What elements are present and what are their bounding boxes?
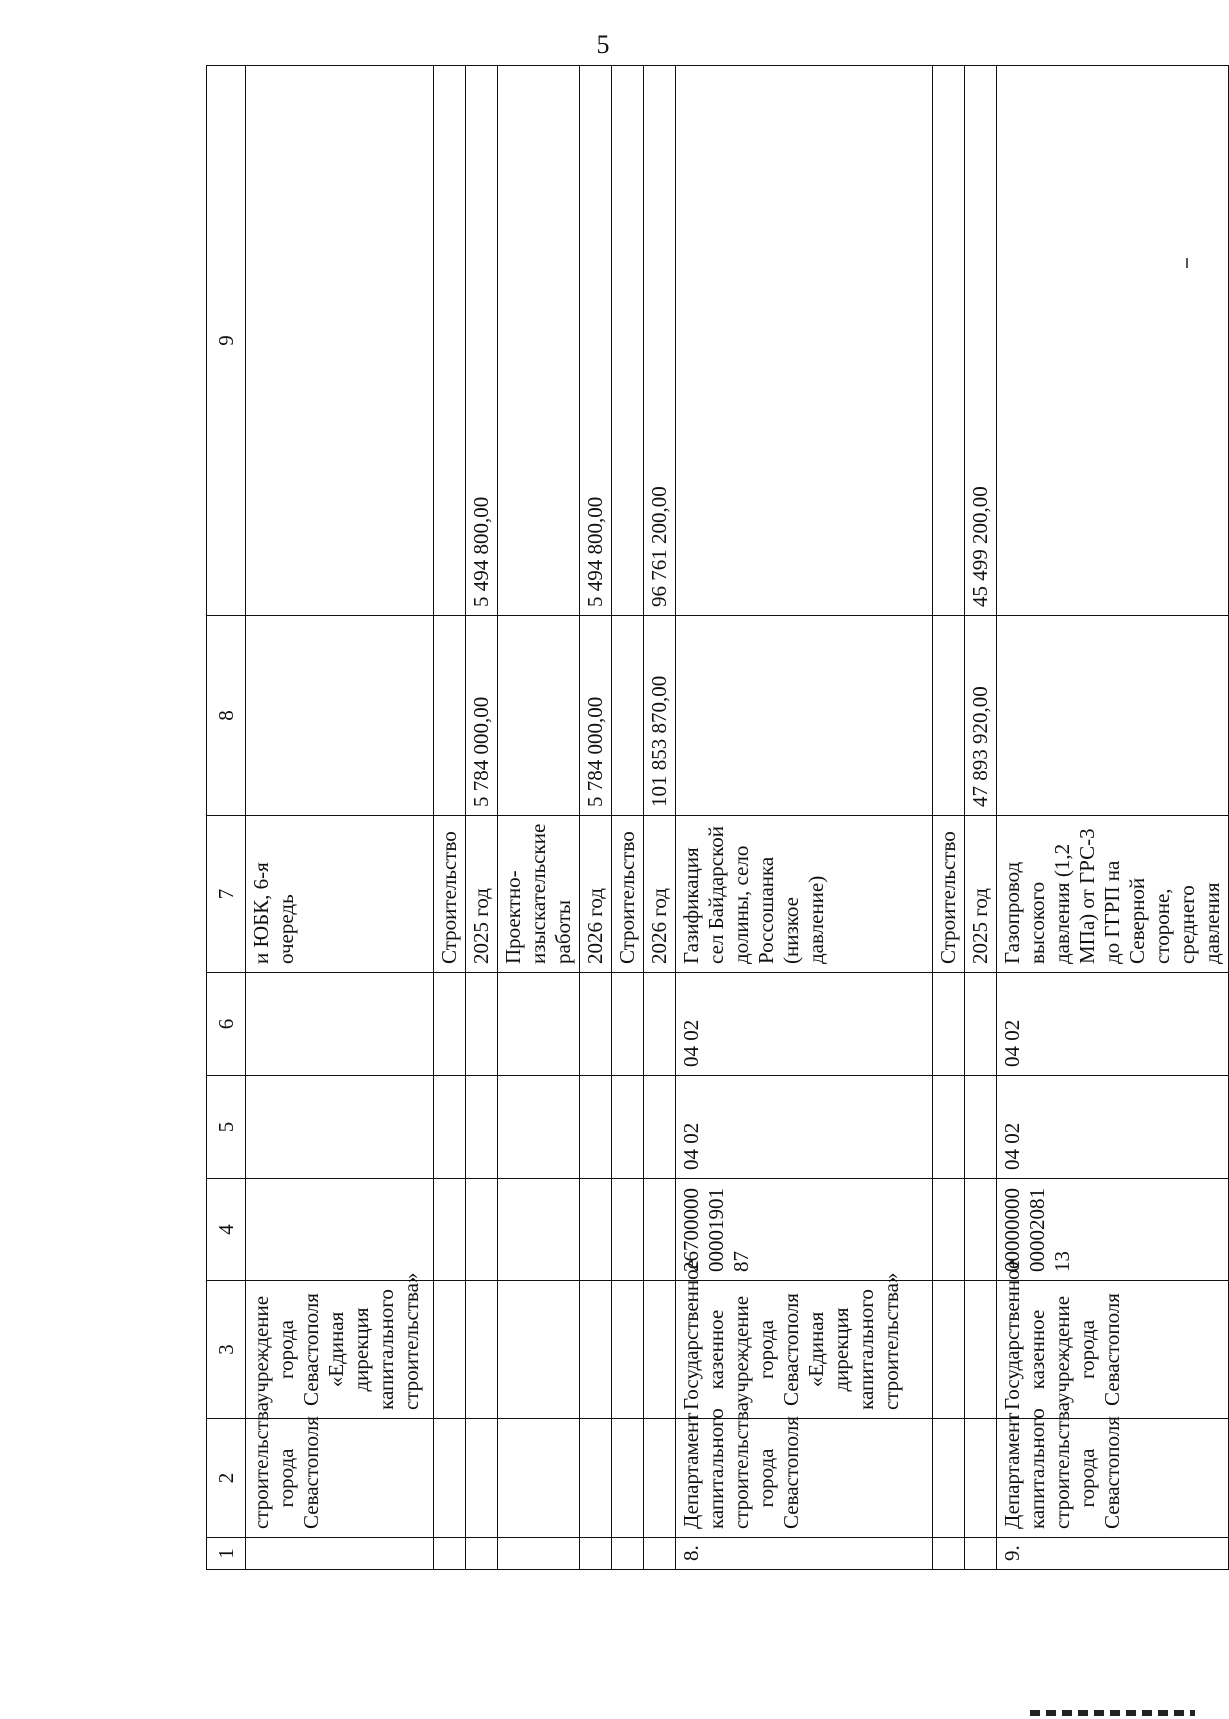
table-cell: 45 499 200,00: [965, 66, 997, 616]
table-cell: [434, 1419, 466, 1538]
table-row: [498, 66, 580, 1570]
header-cell: 1: [207, 1538, 246, 1570]
table-cell: [466, 1538, 498, 1570]
table-cell: [933, 1538, 965, 1570]
table-cell: [933, 1281, 965, 1419]
table-cell: [434, 1179, 466, 1281]
table-cell: [612, 616, 644, 816]
table-cell: [246, 66, 434, 616]
table-cell: [498, 1419, 580, 1538]
table-cell: [965, 973, 997, 1076]
table-row: [965, 66, 997, 1570]
table-row: [676, 66, 933, 1570]
table-row: [997, 66, 1229, 1570]
header-cell: 3: [207, 1281, 246, 1419]
table-cell: 96 761 200,00: [644, 66, 676, 616]
table-cell: [676, 66, 933, 616]
table-cell: [580, 1281, 612, 1419]
table-cell: [434, 973, 466, 1076]
header-cell: 6: [207, 973, 246, 1076]
table-cell: 04 02: [676, 973, 933, 1076]
scan-edge-marks: [1030, 1710, 1195, 1716]
table-cell: [498, 616, 580, 816]
table-cell: [580, 1419, 612, 1538]
table-cell: [933, 616, 965, 816]
header-cell: 4: [207, 1179, 246, 1281]
table-cell: [644, 1538, 676, 1570]
table-cell: 9.: [997, 1538, 1229, 1570]
table-row: [466, 66, 498, 1570]
table-cell: [434, 616, 466, 816]
table-cell: 8.: [676, 1538, 933, 1570]
table-cell: [933, 1076, 965, 1179]
header-cell: 8: [207, 616, 246, 816]
table-cell: Государственное казенное учреждение города Севастополя «Единая дирекция капитального строительства»: [676, 1281, 933, 1419]
table-cell: [466, 1419, 498, 1538]
table-cell: [612, 973, 644, 1076]
table-cell: Газификация сел Байдарской долины, село Россошанка (низкое давление): [676, 816, 933, 973]
header-cell: 5: [207, 1076, 246, 1179]
table-cell: [498, 1538, 580, 1570]
table-cell: 5 494 800,00: [466, 66, 498, 616]
table-cell: Газопровод высокого давления (1,2 МПа) от ГРС-3 до ГГРП на Северной стороне, среднего давления: [997, 816, 1229, 973]
table-cell: [965, 1281, 997, 1419]
table-cell: [644, 973, 676, 1076]
table-cell: 5 784 000,00: [466, 616, 498, 816]
table-cell: [498, 1076, 580, 1179]
table-cell: [246, 1538, 434, 1570]
table-cell: Строительство: [612, 816, 644, 973]
table-cell: [580, 1179, 612, 1281]
header-cell: 9: [207, 66, 246, 616]
table-cell: [965, 1419, 997, 1538]
table-cell: Проектно-изыскательские работы: [498, 816, 580, 973]
table-cell: и ЮБК, 6-я очередь: [246, 816, 434, 973]
table-cell: [997, 616, 1229, 816]
table-cell: [612, 66, 644, 616]
table-row: [246, 66, 434, 1570]
table-cell: [612, 1076, 644, 1179]
budget-table: [206, 65, 1229, 1570]
table-cell: [965, 1538, 997, 1570]
table-cell: [644, 1179, 676, 1281]
table-cell: [246, 616, 434, 816]
table-cell: [644, 1419, 676, 1538]
table-cell: [498, 1179, 580, 1281]
table-cell: [612, 1538, 644, 1570]
scan-mark: [1186, 258, 1188, 268]
rotated-table-container: [206, 66, 1224, 1570]
table-cell: [246, 973, 434, 1076]
table-cell: 5 494 800,00: [580, 66, 612, 616]
table-row: [612, 66, 644, 1570]
table-cell: 000000000000208113: [997, 1179, 1229, 1281]
table-cell: [612, 1179, 644, 1281]
table-cell: [965, 1076, 997, 1179]
table-cell: 267000000000190187: [676, 1179, 933, 1281]
table-cell: [466, 1179, 498, 1281]
table-row: [644, 66, 676, 1570]
table-cell: [466, 973, 498, 1076]
table-cell: 2026 год: [644, 816, 676, 973]
table-cell: [434, 1538, 466, 1570]
table-cell: [612, 1281, 644, 1419]
table-cell: [434, 1281, 466, 1419]
table-cell: 101 853 870,00: [644, 616, 676, 816]
table-cell: 5 784 000,00: [580, 616, 612, 816]
table-cell: 2026 год: [580, 816, 612, 973]
table-cell: [933, 1419, 965, 1538]
table-cell: [580, 973, 612, 1076]
header-cell: 2: [207, 1419, 246, 1538]
table-cell: Строительство: [434, 816, 466, 973]
header-cell: 7: [207, 816, 246, 973]
table-cell: [434, 66, 466, 616]
table-row: [580, 66, 612, 1570]
table-cell: [466, 1281, 498, 1419]
table-cell: 04 02: [997, 973, 1229, 1076]
table-cell: учреждение города Севастополя «Единая дирекция капитального строительства»: [246, 1281, 434, 1419]
table-cell: [933, 66, 965, 616]
table-cell: 2025 год: [466, 816, 498, 973]
table-cell: [997, 66, 1229, 616]
table-cell: [676, 616, 933, 816]
table-cell: Департамент капитального строительства города Севастополя: [676, 1419, 933, 1538]
table-cell: [580, 1538, 612, 1570]
table-cell: [965, 1179, 997, 1281]
table-cell: [246, 1076, 434, 1179]
table-cell: 04 02: [676, 1076, 933, 1179]
table-cell: [498, 1281, 580, 1419]
table-cell: [498, 66, 580, 616]
table-cell: строительства города Севастополя: [246, 1419, 434, 1538]
table-cell: [933, 1179, 965, 1281]
table-cell: 2025 год: [965, 816, 997, 973]
page-number: 5: [596, 30, 610, 59]
table-cell: [580, 1076, 612, 1179]
table-cell: Строительство: [933, 816, 965, 973]
table-cell: 04 02: [997, 1076, 1229, 1179]
table-row: [434, 66, 466, 1570]
table-cell: [644, 1076, 676, 1179]
table-cell: [644, 1281, 676, 1419]
table-cell: [933, 973, 965, 1076]
table-cell: [466, 1076, 498, 1179]
table-cell: [434, 1076, 466, 1179]
table-cell: [498, 973, 580, 1076]
table-cell: [612, 1419, 644, 1538]
header-row: [207, 66, 246, 1570]
table-row: [933, 66, 965, 1570]
table-cell: [246, 1179, 434, 1281]
table-cell: 47 893 920,00: [965, 616, 997, 816]
table-cell: Государственное казенное учреждение города Севастополя: [997, 1281, 1229, 1419]
table-cell: Департамент капитального строительства города Севастополя: [997, 1419, 1229, 1538]
